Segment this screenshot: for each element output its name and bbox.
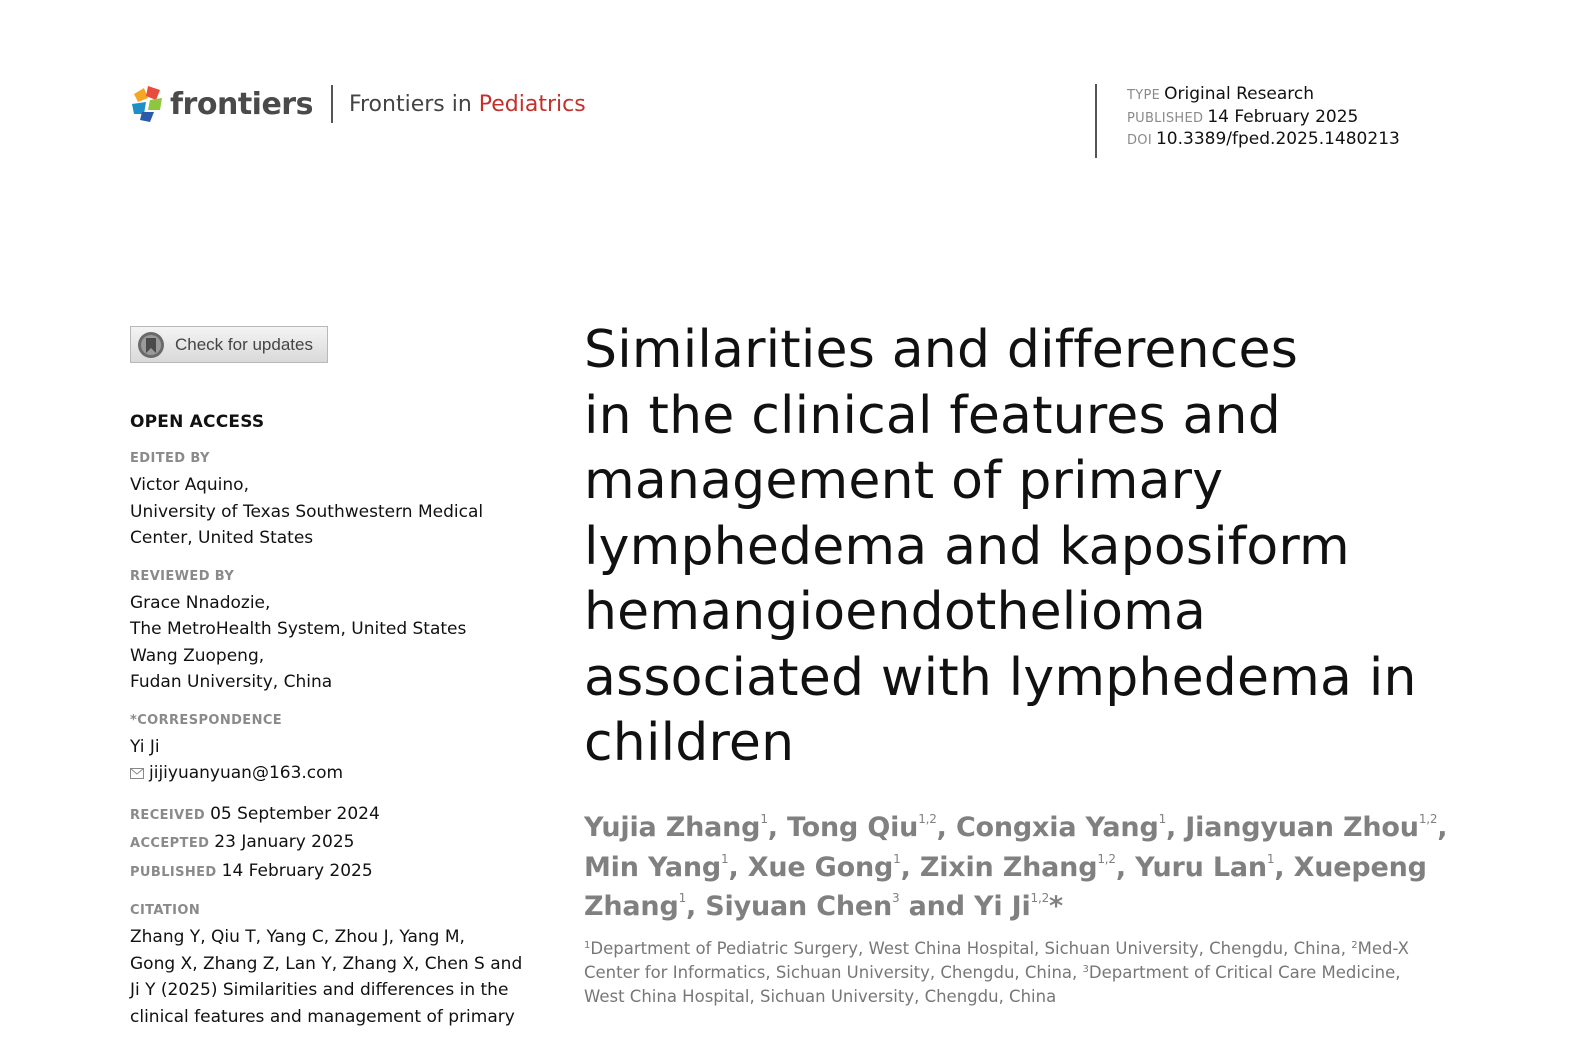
author-name[interactable]: Congxia Yang <box>955 812 1159 843</box>
article-sidebar <box>130 326 550 1030</box>
reviewer-name: Wang Zuopeng, <box>130 645 265 666</box>
author-affiliation-ref: 1,2 <box>1097 851 1116 866</box>
author-affiliation-ref: 1,2 <box>918 812 937 826</box>
author-name[interactable]: Zixin Zhang <box>919 851 1098 883</box>
journal-subject: Pediatrics <box>478 91 586 117</box>
author-name[interactable]: Siyuan Chen <box>705 891 893 922</box>
affiliation-text: Med-X Center for Informatics, Sichuan University, Chengdu, China, <box>584 939 1409 982</box>
edited-by-heading: EDITED BY <box>130 451 210 466</box>
bookmark-update-icon <box>137 331 165 359</box>
author-joiner: and <box>908 891 965 922</box>
published-date: 14 February 2025 <box>221 860 373 881</box>
meta-doi-label: DOI <box>1127 133 1152 148</box>
author-affiliation-ref: 1 <box>893 851 901 866</box>
author-name[interactable]: Xue Gong <box>747 851 894 883</box>
article-title <box>584 318 1444 777</box>
title-line: lymphedema and kaposiform <box>584 516 1350 577</box>
reviewer-affiliation: The MetroHealth System, United States <box>130 619 467 639</box>
title-line: hemangioendothelioma <box>584 582 1207 642</box>
reviewer-name: Grace Nnadozie, <box>130 592 271 613</box>
frontiers-logo[interactable] <box>130 84 586 124</box>
author-name[interactable]: Min Yang <box>584 851 721 883</box>
title-line: associated with lymphedema in <box>584 647 1417 708</box>
author-affiliation-ref: 1 <box>760 812 768 826</box>
accepted-row <box>130 829 550 858</box>
author-affiliation-ref: 1,2 <box>1030 891 1050 905</box>
accepted-label: ACCEPTED <box>130 836 210 851</box>
author-list: Yujia Zhang$^1$, Tong Qiu$^{1,2}$, Congxia Yang$^1$, Jiangyuan Zhou$^{1,2}$, Min Yang$^1$, Xue Gong$^1$, Zixin Zhang$^{1,2}$, Yuru Lan$^1$, Xuepeng Zhang$^1$, Siyuan Chen$^3$ and Yi Ji$^{1,2}$* <box>584 812 1448 922</box>
author-affiliation-ref: 3 <box>892 891 900 905</box>
affiliation-number: 2 <box>1351 940 1358 951</box>
meta-doi-link[interactable]: 10.3389/fped.2025.1480213 <box>1155 129 1400 149</box>
editor-affiliation: University of Texas Southwestern Medical <box>130 501 484 522</box>
author-affiliation-ref: 1 <box>678 891 687 905</box>
correspondence-email-row <box>130 760 550 787</box>
author-name[interactable]: Yi Ji <box>974 891 1031 922</box>
author-name[interactable]: Yujia Zhang <box>584 812 761 843</box>
author-affiliation-ref: 1 <box>721 851 729 866</box>
author-name[interactable]: Tong Qiu <box>787 812 919 843</box>
citation-heading: CITATION <box>130 903 201 918</box>
title-line: management of primary <box>584 451 1224 511</box>
citation-line: Gong X, Zhang Z, Lan Y, Zhang X, Chen S and <box>130 953 523 974</box>
mail-icon <box>130 768 144 779</box>
check-for-updates-button[interactable] <box>130 326 328 363</box>
editor-affiliation: Center, United States <box>130 528 314 548</box>
affiliation-number: 3 <box>1082 964 1089 975</box>
correspondent-name: Yi Ji <box>130 736 160 757</box>
author-affiliation-ref: 1 <box>1158 812 1167 826</box>
frontiers-logo-icon <box>130 84 166 124</box>
author-affiliation-ref: 1,2 <box>1418 812 1438 826</box>
dates-block <box>130 801 550 887</box>
meta-published-value: 14 February 2025 <box>1207 106 1359 127</box>
journal-name[interactable] <box>349 92 586 117</box>
received-date: 05 September 2024 <box>210 803 380 824</box>
published-row <box>130 858 550 887</box>
affiliation-text: Department of Critical Care Medicine, West China Hospital, Sichuan University, Chengdu, China <box>584 963 1401 1006</box>
corresponding-author-mark: * <box>1049 891 1063 922</box>
meta-published <box>1127 107 1400 130</box>
article-meta <box>1095 84 1400 158</box>
published-label: PUBLISHED <box>130 864 217 880</box>
citation-line: Ji Y (2025) Similarities and differences in the <box>130 980 509 1000</box>
citation-text <box>130 924 525 1030</box>
journal-prefix: Frontiers in <box>348 91 479 117</box>
correspondence-email-link[interactable]: jijiyuanyuan@163.com <box>149 763 344 783</box>
reviewer-affiliation: Fudan University, China <box>130 672 333 692</box>
received-label: RECEIVED <box>130 807 206 823</box>
reviewed-by-heading: REVIEWED BY <box>130 568 235 584</box>
open-access-label: OPEN ACCESS <box>130 412 265 432</box>
author-name[interactable]: Yuru Lan <box>1135 851 1267 883</box>
logo-divider <box>331 85 333 123</box>
editor-name: Victor Aquino, <box>130 475 249 495</box>
brand-name: frontiers <box>170 86 313 122</box>
citation-line: clinical features and management of primary <box>130 1006 515 1027</box>
title-line: children <box>584 713 795 773</box>
meta-published-label: PUBLISHED <box>1127 110 1204 126</box>
author-affiliation-ref: 1 <box>1266 851 1275 866</box>
correspondence-heading: *CORRESPONDENCE <box>130 712 283 728</box>
affiliation-list <box>584 937 1444 1009</box>
author-name[interactable]: Jiangyuan Zhou <box>1185 812 1419 843</box>
meta-doi <box>1127 129 1400 152</box>
affiliation-number: 1 <box>584 940 591 951</box>
received-row <box>130 801 550 830</box>
meta-type-value: Original Research <box>1164 84 1315 104</box>
accepted-date: 23 January 2025 <box>214 832 355 852</box>
affiliation-text: Department of Pediatric Surgery, West China Hospital, Sichuan University, Chengdu, China, <box>590 939 1346 958</box>
title-line: in the clinical features and <box>584 385 1281 446</box>
author-name[interactable]: Xuepeng Zhang <box>584 851 1427 922</box>
meta-type <box>1127 84 1400 107</box>
meta-type-label: TYPE <box>1127 88 1161 103</box>
title-line: Similarities and differences <box>584 320 1299 380</box>
check-for-updates-label: Check for updates <box>175 334 313 354</box>
citation-line: Zhang Y, Qiu T, Yang C, Zhou J, Yang M, <box>130 927 465 947</box>
